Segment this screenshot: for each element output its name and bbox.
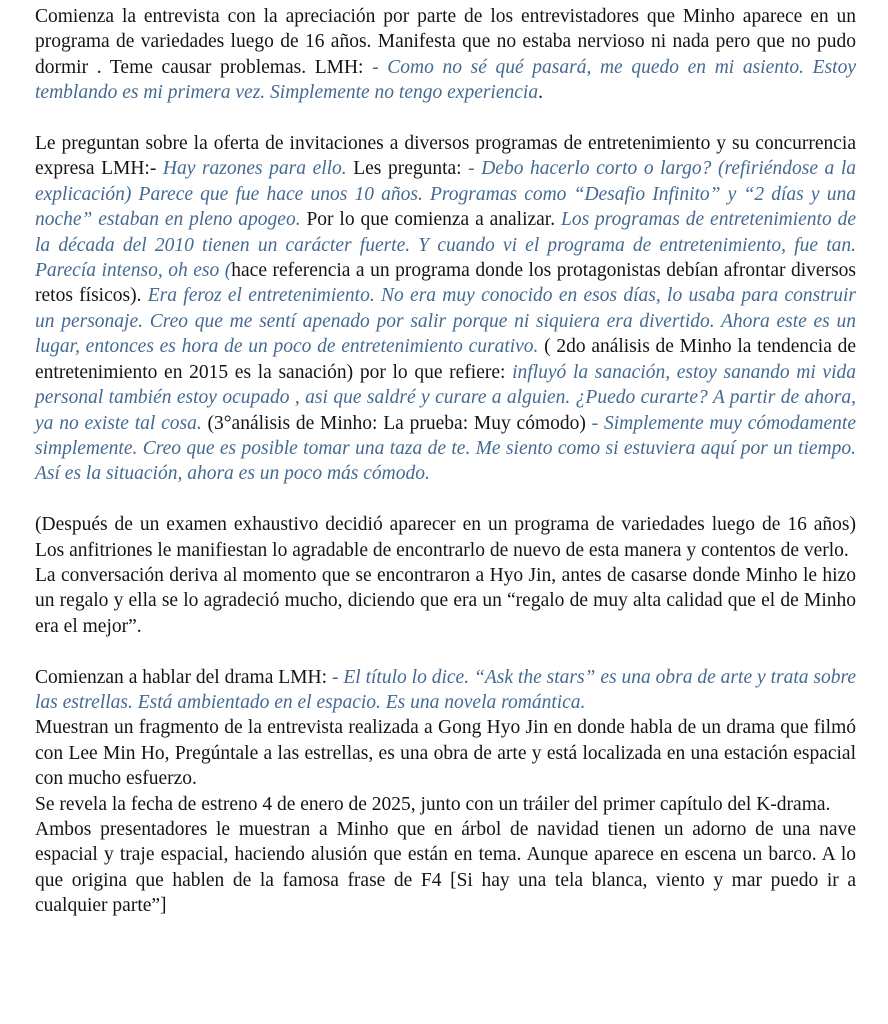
- paragraph: [35, 4, 856, 106]
- body-text-run: .: [538, 82, 543, 104]
- blank-line: [35, 639, 856, 664]
- quote-text-run: Hay razones para ello.: [162, 158, 347, 180]
- body-text-run: Se revela la fecha de estreno 4 de enero de 2025, junto con un tráiler del primer capítulo del K-drama.: [35, 793, 831, 815]
- body-text-run: Les pregunta:: [346, 158, 469, 180]
- quote-text-run: - Como no sé qué pasará, me quedo en mi asiento. Estoy temblando es mi primera vez. Simplemente no tengo experiencia: [35, 56, 856, 104]
- paragraph: [35, 665, 856, 716]
- quote-text-run: Los programas de entretenimiento de la década del 2010 tienen un carácter fuerte. Y cuando vi el programa de entretenimiento, fue tan. Parecía intenso, oh eso (: [35, 209, 856, 282]
- body-text-run: Le preguntan sobre la oferta de invitaciones a diversos programas de entretenimiento y su concurrencia expresa LMH:-: [35, 133, 856, 180]
- body-text-run: Por lo que comienza a analizar.: [300, 209, 561, 231]
- quote-text-run: - Debo hacerlo corto o largo? (refiriéndose a la explicación) Parece que fue hace unos 10 años. Programas como “Desafio Infinito” y “2 días y una noche” estaban en pleno apogeo.: [35, 158, 856, 231]
- paragraph: [35, 131, 856, 487]
- body-text-run: hace referencia a un programa donde los protagonistas debían afrontar diversos retos físicos).: [35, 260, 856, 307]
- body-text-run: Muestran un fragmento de la entrevista realizada a Gong Hyo Jin en donde habla de un drama que filmó con Lee Min Ho, Pregúntale a las estrellas, es una obra de arte y está localizada en una estación espacial con mucho esfuerzo.: [35, 717, 856, 790]
- paragraph: [35, 817, 856, 919]
- quote-text-run: influyó la sanación, estoy sanando mi vida personal también estoy ocupado , asi que saldré y curare a alguien. ¿Puedo curarte? A partir de ahora, ya no existe tal cosa.: [35, 361, 856, 434]
- body-text-run: Comienzan a hablar del drama LMH:: [35, 666, 332, 688]
- blank-line: [35, 106, 856, 131]
- body-text-run: La conversación deriva al momento que se encontraron a Hyo Jin, antes de casarse donde Minho le hizo un regalo y ella se lo agradeció mucho, diciendo que era un “regalo de muy alta calidad que el de Minho era el mejor”.: [35, 564, 856, 637]
- paragraph: [35, 715, 856, 791]
- quote-text-run: - Simplemente muy cómodamente simplemente. Creo que es posible tomar una taza de te. Me siento como si estuviera aquí por un tiempo. Así es la situación, ahora es un poco más cómodo.: [35, 412, 856, 485]
- quote-text-run: Era feroz el entretenimiento. No era muy conocido en esos días, lo usaba para construir un personaje. Creo que me sentí apenado por salir porque ni siquiera era divertido. Ahora este es un lugar, entonces es hora de un poco de entretenimiento curativo.: [35, 285, 856, 358]
- blank-line: [35, 487, 856, 512]
- paragraph: [35, 512, 856, 563]
- body-text-run: ( 2do análisis de Minho la tendencia de entretenimiento en 2015 es la sanación) por lo que refiere:: [35, 336, 856, 383]
- quote-text-run: - El título lo dice. “Ask the stars” es una obra de arte y trata sobre las estrellas. Está ambientado en el espacio. Es una novela romántica.: [35, 666, 857, 713]
- body-text-run: (Después de un examen exhaustivo decidió aparecer en un programa de variedades luego de 16 años) Los anfitriones le manifiestan lo agradable de encontrarlo de nuevo de esta manera y contentos de verlo.: [35, 514, 856, 561]
- body-text-run: Comienza la entrevista con la apreciación por parte de los entrevistadores que Minho aparece en un programa de variedades luego de 16 años. Manifesta que no estaba nervioso ni nada pero que no pudo dormir . Teme causar problemas. LMH:: [35, 6, 856, 78]
- body-text-run: Ambos presentadores le muestran a Minho que en árbol de navidad tienen un adorno de una nave espacial y traje espacial, haciendo alusión que están en tema. Aunque aparece en escena un barco. A lo que origina que hablen de la famosa frase de F4 [Si hay una tela blanca, viento y mar puedo ir a cualquier parte”]: [35, 819, 856, 917]
- body-text-run: (3°análisis de Minho: La prueba: Muy cómodo): [201, 412, 592, 434]
- paragraph: [35, 563, 856, 639]
- paragraph: [35, 792, 856, 817]
